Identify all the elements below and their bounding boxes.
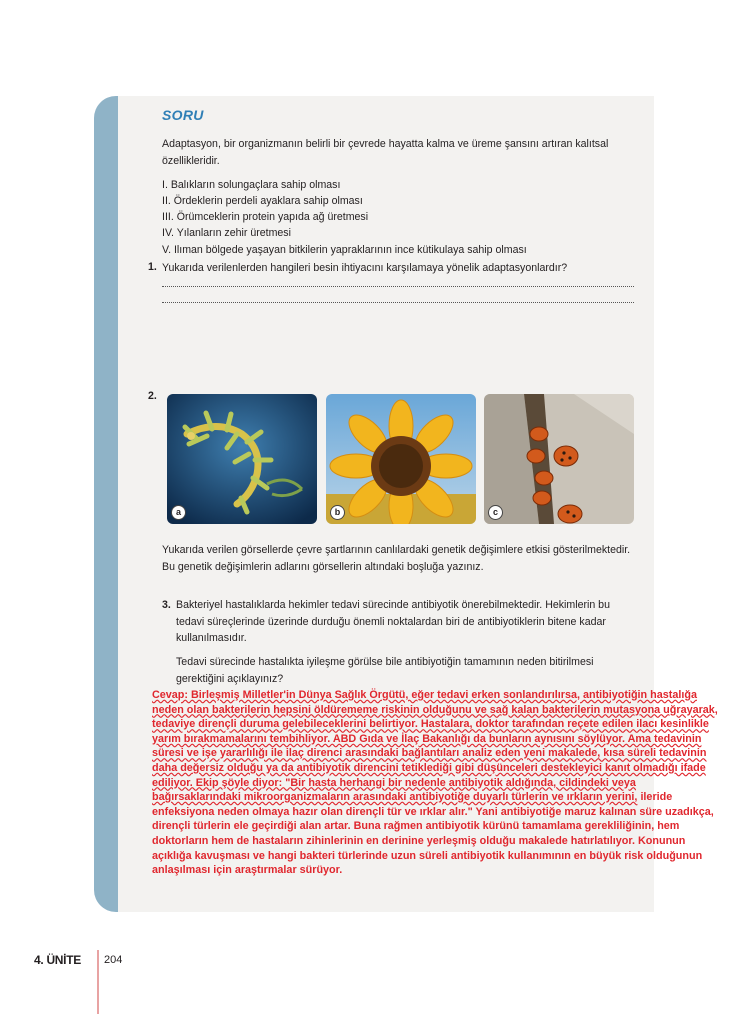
answer-line[interactable]: [162, 286, 634, 288]
question-3-question: Tedavi sürecinde hastalıkta iyileşme görülse bile antibiyotiğin tamamının neden bitirilmesi gerektiğini açıklayınız?: [176, 656, 594, 685]
list-item: V. Ilıman bölgede yaşayan bitkilerin yapraklarının ince kütikulaya sahip olması: [162, 244, 527, 256]
photo-label-badge: a: [171, 505, 186, 520]
footer-divider: [97, 950, 99, 1014]
ladybugs-image: [484, 394, 634, 524]
question-1-number: 1.: [148, 261, 157, 273]
question-3-text: Bakteriyel hastalıklarda hekimler tedavi sürecinde antibiyotik önerebilmektedir. Hekimlerin bu tedavi süreçlerinde üzerinde durduğu önemli noktalardan biri de antibiyotiklerin bitene kadar kullanılmasıdır.: [176, 599, 610, 644]
list-item: III. Örümceklerin protein yapıda ağ üretmesi: [162, 211, 369, 223]
photo-label-badge: b: [330, 505, 345, 520]
question-3-number: 3.: [162, 599, 171, 611]
list-item: I. Balıkların solungaçlara sahip olması: [162, 179, 341, 191]
photo-sunflower: [326, 394, 476, 524]
handwritten-answer: [152, 688, 722, 878]
photo-ladybugs: [484, 394, 634, 524]
answer-underlined: Cevap: Birleşmiş Milletler'in Dünya Sağlık Örgütü, eğer tedavi erken sonlandırılırsa, antibiyotiğin hastalığa neden olan bakterilerin hepsini öldürememe riskinin olduğunu ve sağ kalan bakterilerin mutasyona uğrayarak, tedaviye dirençli duruma gelebileceklerini belirtiyor. Hastalara, doktor tarafından reçete edilen ilacı kesinlikle yarım bırakmamalarını tembihliyor. ABD Gıda ve İlaç Bakanlığı da bunların aynısını söylüyor. Ama tedavinin süresi ve işe yararlılığı ile ilaç direnci arasındaki bağlantıları analiz eden yeni makalede, kısa süreli tedavinin daha değersiz olduğu ya da antibiyotik direncini tetiklediği gibi düşünceleri destekleyici kanıt olmadığı ifade ediliyor. Ekip şöyle diyor: "Bir hasta herhangi bir nedenle antibiyotik aldığında, cildindeki veya bağırsaklarındaki mikroorganizmaların arasındaki antibiyotiğe duyarlı türlerin ve ırkların yerini,: [152, 689, 718, 804]
intro-text: Adaptasyon, bir organizmanın belirli bir çevrede hayatta kalma ve üreme şansını artıran kalıtsal özellikleridir.: [162, 138, 609, 167]
answer-line[interactable]: [162, 302, 634, 304]
page-number: 204: [104, 954, 123, 966]
photo-label-badge: c: [488, 505, 503, 520]
question-1-text: Yukarıda verilenlerden hangileri besin ihtiyacını karşılamaya yönelik adaptasyonlardır?: [162, 262, 568, 274]
sunflower-image: [326, 394, 476, 524]
list-item: IV. Yılanların zehir üretmesi: [162, 227, 291, 239]
answer-plain: ileride enfeksiyona neden olmaya hazır olan dirençli tür ve ırklar alır." Yani antibiyotiğe maruz kalınan süre uzadıkça, dirençli türlerin ele geçirdiği alan artar. Buna rağmen antibiyotik kürünü tamamlama gerekliliğinin, hem doktorların hem de hastaların zihinlerinin en derinine yerleşmiş olduğu makalede hatırlatılıyor. Konunun açıklığa kavuşması ve hangi bakteri türlerinde uzun süreli antibiyotik kullanımının en büyük risk olduğunun anlaşılması için araştırmalar sürüyor.: [152, 791, 714, 877]
question-2-text: Yukarıda verilen görsellerde çevre şartlarının canlılardaki genetik değişimlere etkisi gösterilmektedir. Bu genetik değişimlerin adlarını görsellerin altındaki boşluğa yazınız.: [162, 544, 631, 573]
photo-seahorse: [167, 394, 317, 524]
seahorse-image: [167, 394, 317, 524]
list-item: II. Ördeklerin perdeli ayaklara sahip olması: [162, 195, 363, 207]
unit-label: 4. ÜNİTE: [34, 953, 81, 967]
section-title: SORU: [162, 107, 204, 123]
question-2-number: 2.: [148, 390, 157, 402]
